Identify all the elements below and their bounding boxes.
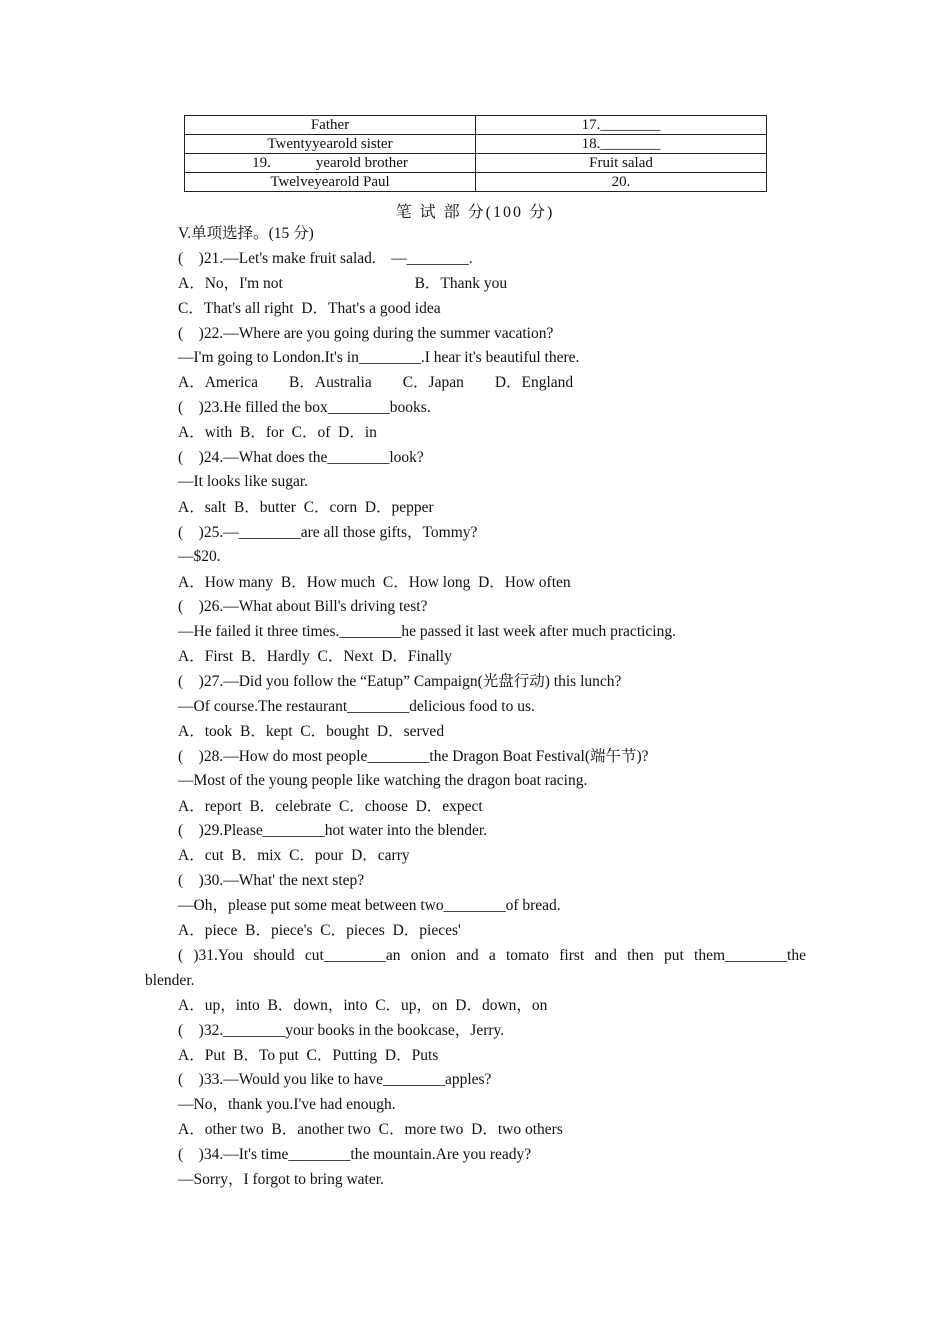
section-title: 笔 试 部 分(100 分): [395, 204, 555, 221]
text-line: A．up，into B．down，into C．up，on D．down，on: [178, 997, 548, 1014]
text-line: ( )28.—How do most people________the Dragon Boat Festival(端午节)?: [178, 748, 649, 765]
text-line: A．No，I'm not B．Thank you: [178, 275, 508, 292]
table-row: [185, 154, 767, 173]
text-line: ( )29.Please________hot water into the blender.: [178, 822, 488, 839]
text-line: ( )26.—What about Bill's driving test?: [178, 598, 428, 615]
text-line: A．piece B．piece's C．pieces D．pieces': [178, 922, 461, 939]
text-line: —I'm going to London.It's in________.I hear it's beautiful there.: [178, 349, 580, 366]
text-line: ( )24.—What does the________look?: [178, 449, 424, 466]
text-line: —Sorry，I forgot to bring water.: [178, 1171, 384, 1188]
text-line: A．other two B．another two C．more two D．two others: [178, 1121, 563, 1138]
text-line: A．America B．Australia C．Japan D．England: [178, 374, 574, 391]
text-line: A．cut B．mix C．pour D．carry: [178, 847, 410, 864]
table-cell: Fruit salad: [476, 154, 767, 173]
text-line: —Of course.The restaurant________delicious food to us.: [178, 698, 535, 715]
text-line: —It looks like sugar.: [178, 473, 309, 490]
table-cell: 18.________: [476, 135, 767, 154]
text-line: ( )22.—Where are you going during the summer vacation?: [178, 325, 554, 342]
text-line: A．First B．Hardly C．Next D．Finally: [178, 648, 452, 665]
table-row: [185, 173, 767, 192]
text-line: A．report B．celebrate C．choose D．expect: [178, 798, 483, 815]
text-line: —No，thank you.I've had enough.: [178, 1096, 396, 1113]
text-line: ( )27.—Did you follow the “Eatup” Campaign(光盘行动) this lunch?: [178, 673, 622, 690]
question-31-line: ( )31.You should cut________an onion and a tomato first and then put them________the: [178, 947, 806, 964]
text-line: ( )33.—Would you like to have________apples?: [178, 1071, 492, 1088]
question-31-continuation: blender.: [145, 972, 195, 989]
table-row: [185, 116, 767, 135]
text-line: —He failed it three times.________he passed it last week after much practicing.: [178, 623, 676, 640]
text-line: ( )21.—Let's make fruit salad. —________.: [178, 250, 473, 267]
text-line: ( )23.He filled the box________books.: [178, 399, 431, 416]
text-line: C．That's all right D．That's a good idea: [178, 300, 441, 317]
table-cell: 19. yearold brother: [185, 154, 476, 173]
text-line: ( )32.________your books in the bookcase，Jerry.: [178, 1022, 505, 1039]
text-line: A．Put B．To put C．Putting D．Puts: [178, 1047, 439, 1064]
text-line: A．with B．for C．of D．in: [178, 424, 377, 441]
text-line: A．took B．kept C．bought D．served: [178, 723, 445, 740]
table-cell: 20.: [476, 173, 767, 192]
table-cell: Twelveyearold Paul: [185, 173, 476, 192]
text-line: —Most of the young people like watching the dragon boat racing.: [178, 772, 588, 789]
answer-table: [184, 115, 767, 192]
text-line: V.单项选择。(15 分): [178, 225, 314, 242]
table-cell: 17.________: [476, 116, 767, 135]
table-cell: Father: [185, 116, 476, 135]
text-line: ( )34.—It's time________the mountain.Are you ready?: [178, 1146, 532, 1163]
text-line: —Oh，please put some meat between two________of bread.: [178, 897, 561, 914]
text-line: —$20.: [178, 548, 221, 565]
text-line: ( )30.—What' the next step?: [178, 872, 365, 889]
table-cell: Twentyyearold sister: [185, 135, 476, 154]
text-line: ( )25.—________are all those gifts，Tommy?: [178, 524, 478, 541]
text-line: A．salt B．butter C．corn D．pepper: [178, 499, 434, 516]
text-line: A．How many B．How much C．How long D．How often: [178, 574, 571, 591]
table-row: [185, 135, 767, 154]
